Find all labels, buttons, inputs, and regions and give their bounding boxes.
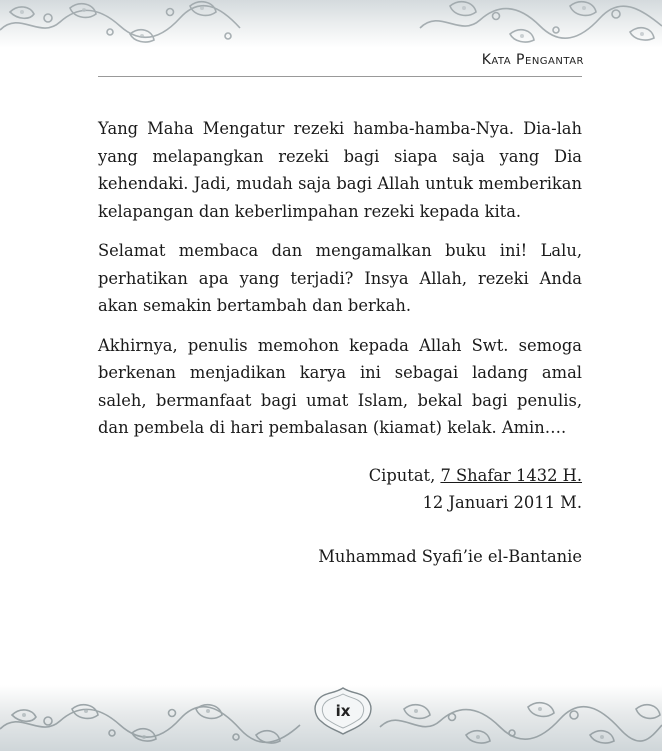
signature-author: Muhammad Syafi’ie el-Bantanie: [318, 547, 582, 566]
signature-gregorian-date: 12 Januari 2011 M.: [422, 493, 582, 512]
signature-hijri-date: 7 Shafar 1432 H.: [440, 466, 582, 485]
page-number-badge: [312, 686, 374, 736]
top-floral-border: [0, 0, 662, 48]
floral-ornament-icon: [0, 0, 662, 48]
page-number: ix: [335, 702, 351, 720]
signature-block: [318, 462, 582, 570]
signature-place-date: [318, 462, 582, 489]
paragraph: Akhirnya, penulis memohon kepada Allah Swt. semoga berkenan menjadikan karya ini sebagai ladang amal saleh, bermanfaat bagi umat Islam, bekal bagi penulis, dan pembela di hari pembalasan (kiamat) kelak. Amin….: [98, 335, 582, 437]
body-text: [98, 115, 582, 454]
paragraph: Selamat membaca dan mengamalkan buku ini! Lalu, perhatikan apa yang terjadi? Insya Allah, rezeki Anda akan semakin bertambah dan berkah.: [98, 241, 582, 315]
header-divider: [98, 76, 582, 77]
signature-place: Ciputat,: [368, 466, 436, 485]
running-header-title: Kata Pengantar: [481, 52, 584, 68]
paragraph: Yang Maha Mengatur rezeki hamba-hamba-Nya. Dia-lah yang melapangkan rezeki bagi siapa saja yang Dia kehendaki. Jadi, mudah saja bagi Allah untuk memberikan kelapangan dan keberlimpahan rezeki kepada kita.: [98, 119, 582, 221]
